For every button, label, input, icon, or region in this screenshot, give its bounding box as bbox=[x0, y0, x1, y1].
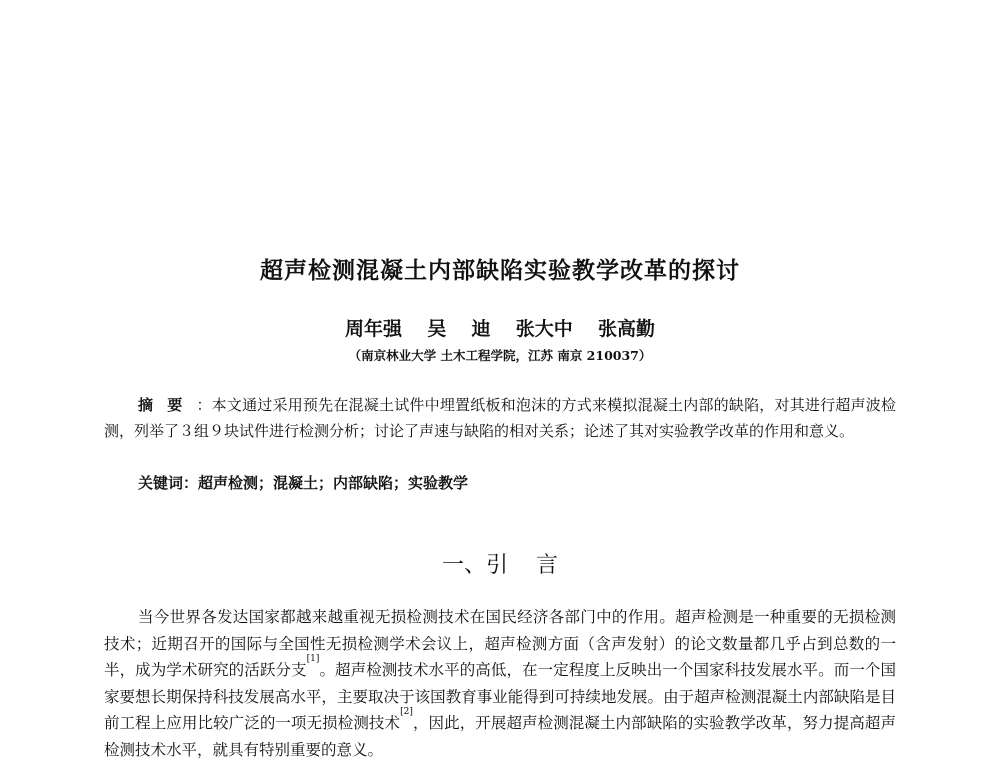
author-list: 周年强 吴 迪 张大中 张高勤 bbox=[345, 318, 655, 340]
author-affiliation: （南京林业大学 土木工程学院，江苏 南京 210037） bbox=[348, 348, 652, 363]
section-heading-introduction: 一、引 言 bbox=[442, 553, 558, 578]
paper-title: 超声检测混凝土内部缺陷实验教学改革的探讨 bbox=[260, 258, 740, 284]
keywords-text: ：超声检测；混凝土；内部缺陷；实验教学 bbox=[183, 474, 469, 492]
abstract-text: ：本文通过采用预先在混凝土试件中埋置纸板和泡沫的方式来模拟混凝土内部的缺陷，对其进行超声波检测，列举了３组９块试件进行检测分析；讨论了声速与缺陷的相对关系；论述了其对实验教学改革的作用和意义。 bbox=[104, 396, 896, 440]
abstract-label: 摘要 bbox=[138, 396, 197, 414]
citation-ref-1: [1] bbox=[306, 654, 320, 665]
keywords bbox=[138, 470, 898, 496]
introduction-paragraph bbox=[104, 604, 896, 764]
abstract bbox=[104, 392, 896, 444]
intro-text-part2: 。超声检测技术水平的高低，在一定程度上反映出一个国家科技发展水平。而一个国家要想长期保持科技发展高水平，主要取决于该国教育事业能得到可持续地发展。由于超声检测混凝土内部缺陷是目前工程上应用比较广泛的一项无损检测技术 bbox=[104, 661, 896, 733]
intro-text-part1: 当今世界各发达国家都越来越重视无损检测技术在国民经济各部门中的作用。超声检测是一种重要的无损检测技术；近期召开的国际与全国性无损检测学术会议上，超声检测方面（含声发射）的论文数量都几乎占到总数的一半，成为学术研究的活跃分支 bbox=[104, 608, 896, 680]
citation-ref-2: [2] bbox=[400, 707, 413, 718]
intro-text-part3: ，因此，开展超声检测混凝土内部缺陷的实验教学改革，努力提高超声检测技术水平，就具有特别重要的意义。 bbox=[104, 714, 896, 759]
keywords-label: 关键词 bbox=[138, 474, 184, 492]
